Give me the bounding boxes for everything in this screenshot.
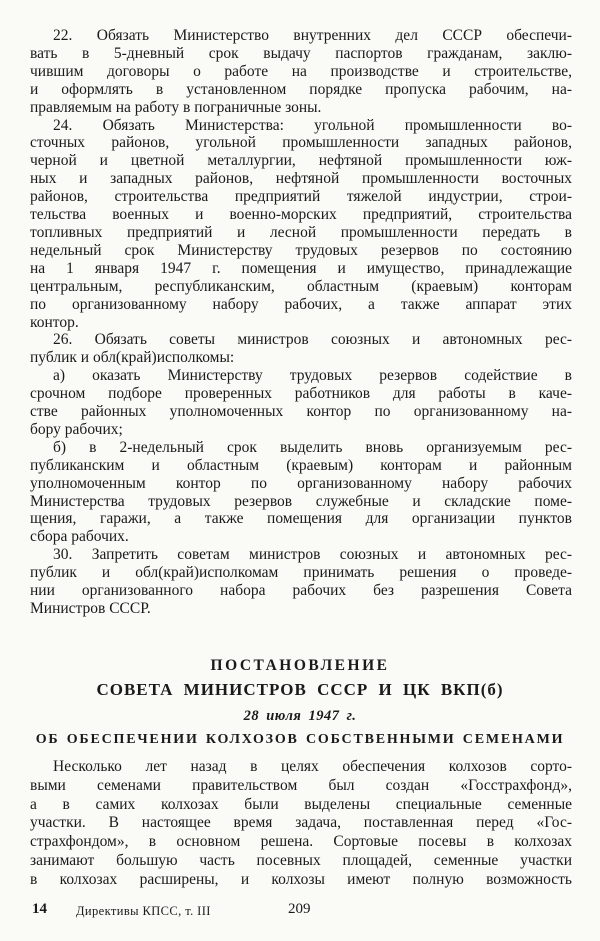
- text-line: а в самих колхозах были выделены специальные семенные: [30, 795, 572, 813]
- text-line: б) в 2-недельный срок выделить вновь организуемым рес-: [53, 438, 572, 456]
- text-line: занимают большую часть посевных площадей, семенные участки: [30, 851, 572, 869]
- text-line: стве районных уполномоченных контор по организованному на-: [30, 403, 572, 421]
- text-line: публиканским и областным (краевым) конторам и районным: [30, 456, 572, 474]
- text-line: срочном подборе проверенных работников для работы в каче-: [30, 385, 572, 403]
- text-line: контор.: [30, 313, 79, 331]
- edition-label: Директивы КПСС, т. III: [76, 904, 211, 918]
- text-line: сточных районов, угольной промышленности западных районов,: [30, 134, 572, 152]
- text-line: а) оказать Министерству трудовых резервов содействие в: [53, 367, 572, 385]
- text-line: публик и обл(край)исполкомы:: [30, 349, 235, 367]
- text-line: правляемым на работу в пограничные зоны.: [30, 98, 322, 116]
- text-line: нии организованного набора рабочих без разрешения Совета: [30, 582, 572, 600]
- text-line: центральным, республиканским, областным (краевым) конторам: [30, 277, 572, 295]
- text-line: участки. В настоящее время задача, поставленная перед «Гос-: [30, 814, 572, 832]
- text-line: Несколько лет назад в целях обеспечения колхозов сорто-: [53, 758, 572, 775]
- resolution-subject: ОБ ОБЕСПЕЧЕНИИ КОЛХОЗОВ СОБСТВЕННЫМИ СЕМЕНАМИ: [35, 732, 565, 747]
- text-line: топливных предприятий и лесной промышленности передать в: [30, 223, 572, 241]
- text-line: щения, гаражи, а также помещения для организации пунктов: [30, 510, 572, 528]
- text-line: чившим договоры о работе на производстве и строительстве,: [30, 62, 572, 80]
- decree-body-text: [30, 27, 572, 618]
- text-line: вать в 5-дневный срок выдачу паспортов гражданам, заклю-: [30, 44, 572, 62]
- text-line: Министров СССР.: [30, 600, 151, 617]
- resolution-issuer: СОВЕТА МИНИСТРОВ СССР И ЦК ВКП(б): [96, 680, 504, 699]
- text-line: черной и цветной металлургии, нефтяной промышленности юж-: [30, 152, 572, 170]
- page-number: 209: [288, 901, 311, 917]
- text-line: 24. Обязать Министерства: угольной промышленности во-: [53, 116, 572, 134]
- text-line: и оформлять в установленном порядке пропуска рабочим, на-: [30, 80, 572, 98]
- text-line: районов, строительства предприятий тяжелой индустрии, строи-: [30, 188, 572, 206]
- text-line: страхфондом», в основном решена. Сортовые посевы в колхозах: [30, 833, 572, 851]
- resolution-title: ПОСТАНОВЛЕНИЕ: [210, 657, 390, 674]
- text-line: выми семенами правительством был создан «Госстрахфонд»,: [30, 776, 572, 794]
- text-line: на 1 января 1947 г. помещения и имущество, принадлежащие: [30, 259, 572, 277]
- printer-signature-mark: 14: [32, 901, 47, 917]
- text-line: в колхозах расширены, и колхозы имеют полную возможность: [30, 870, 572, 888]
- text-line: 22. Обязать Министерство внутренних дел СССР обеспечи-: [53, 27, 572, 44]
- text-line: тельства военных и военно-морских предприятий, строительства: [30, 206, 572, 224]
- text-line: 26. Обязать советы министров союзных и автономных рес-: [53, 331, 572, 349]
- text-line: по организованному набору рабочих, а также аппарат этих: [30, 295, 572, 313]
- text-line: Министерства трудовых резервов служебные и складские поме-: [30, 492, 572, 510]
- text-line: уполномоченным контор по организованному набору рабочих: [30, 474, 572, 492]
- text-line: недельный срок Министерству трудовых резервов по состоянию: [30, 241, 572, 259]
- page-footer: [30, 901, 572, 923]
- text-line: ных и западных районов, нефтяной промышленности восточных: [30, 170, 572, 188]
- resolution-intro-paragraph: [30, 758, 572, 890]
- resolution-date: 28 июля 1947 г.: [243, 708, 357, 724]
- text-line: бору рабочих;: [30, 420, 123, 438]
- text-line: публик и обл(край)исполкомам принимать решения о проведе-: [30, 564, 572, 582]
- text-line: 30. Запретить советам министров союзных и автономных рес-: [53, 546, 572, 564]
- text-line: сбора рабочих.: [30, 528, 129, 546]
